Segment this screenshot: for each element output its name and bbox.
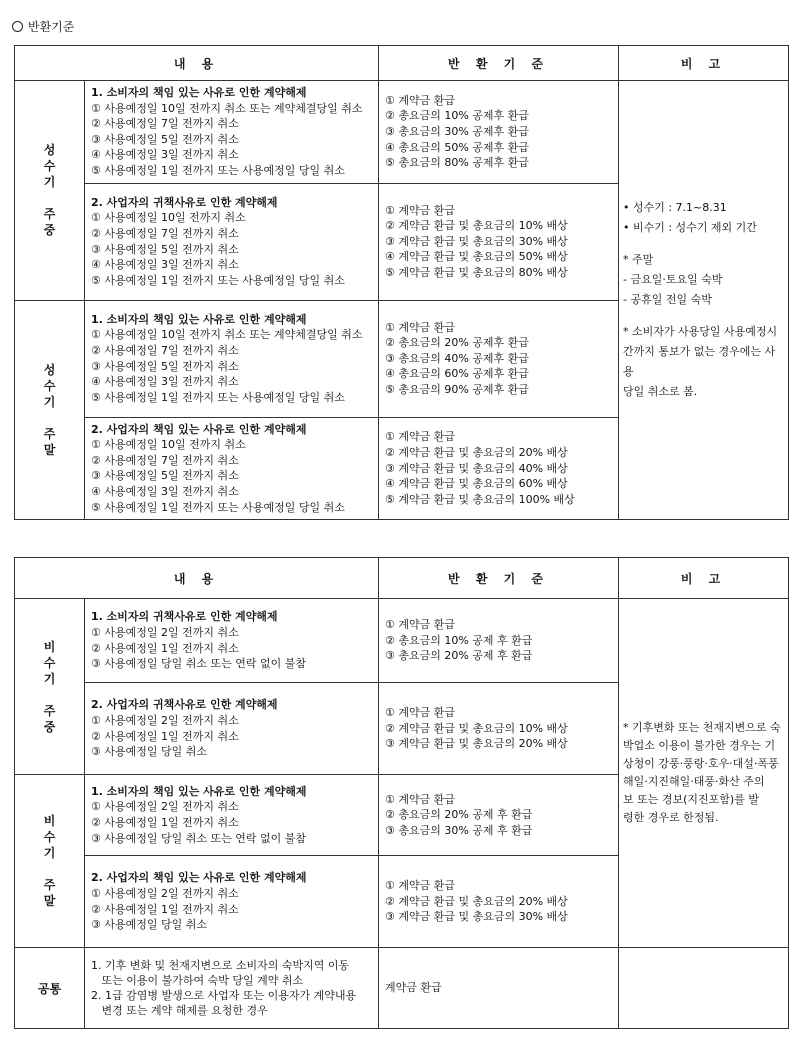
clause-item: ⑤ 사용예정일 1일 전까지 또는 사용예정일 당일 취소 bbox=[91, 390, 345, 404]
common-item: 또는 이용이 불가하여 숙박 당일 계약 취소 bbox=[91, 974, 304, 987]
standard-item: ② 총요금의 20% 공제후 환급 bbox=[385, 336, 529, 350]
group-label-char: 주 bbox=[43, 703, 56, 718]
group-label-char: 주 bbox=[43, 426, 56, 441]
group-label bbox=[15, 300, 85, 520]
remark-line: 당일 취소로 봄. bbox=[623, 385, 698, 399]
group-label-char: 성 bbox=[43, 143, 56, 158]
clause-item: ③ 사용예정일 5일 전까지 취소 bbox=[91, 242, 239, 256]
standard-cell bbox=[379, 183, 619, 300]
standard-item: ① 계약금 환급 bbox=[385, 93, 455, 107]
clause-item: ② 사용예정일 1일 전까지 취소 bbox=[91, 729, 239, 743]
clause-item: ① 사용예정일 10일 전까지 취소 또는 계약체결당일 취소 bbox=[91, 101, 363, 115]
group-label-char: 수 bbox=[43, 159, 56, 174]
off-season-table bbox=[14, 557, 789, 1029]
common-item: 1. 기후 변화 및 천재지변으로 소비자의 숙박지역 이동 bbox=[91, 959, 350, 972]
content-cell bbox=[85, 81, 379, 184]
clause-item: ③ 사용예정일 당일 취소 또는 연락 없이 불참 bbox=[91, 831, 306, 845]
group-label-char bbox=[15, 687, 84, 703]
remark-cell-2 bbox=[619, 599, 789, 948]
standard-item: ② 계약금 환급 및 총요금의 20% 배상 bbox=[385, 894, 568, 908]
clause-item: ② 사용예정일 7일 전까지 취소 bbox=[91, 453, 239, 467]
standard-item: ② 계약금 환급 및 총요금의 10% 배상 bbox=[385, 721, 568, 735]
group-label-char: 기 bbox=[43, 175, 56, 190]
clause-title: 2. 사업자의 책임 있는 사유로 인한 계약해제 bbox=[91, 422, 307, 436]
header-remark: 비 고 bbox=[619, 46, 789, 81]
standard-item: ③ 총요금의 30% 공제후 환급 bbox=[385, 124, 529, 138]
common-standard-cell: 계약금 환급 bbox=[379, 948, 619, 1029]
header-standard: 반 환 기 준 bbox=[379, 558, 619, 599]
group-label-char: 주 bbox=[43, 878, 56, 892]
clause-item: ④ 사용예정일 3일 전까지 취소 bbox=[91, 258, 239, 272]
remark-line: * 소비자가 사용당일 사용예정시 bbox=[623, 325, 778, 339]
clause-item: ① 사용예정일 2일 전까지 취소 bbox=[91, 625, 239, 639]
group-label-char: 수 bbox=[43, 378, 56, 393]
standard-item: ③ 계약금 환급 및 총요금의 30% 배상 bbox=[385, 910, 568, 924]
clause-item: ⑤ 사용예정일 1일 전까지 또는 사용예정일 당일 취소 bbox=[91, 163, 345, 177]
standard-item: ① 계약금 환급 bbox=[385, 792, 455, 806]
clause-item: ⑤ 사용예정일 1일 전까지 또는 사용예정일 당일 취소 bbox=[91, 500, 345, 514]
group-label-char: 말 bbox=[43, 894, 56, 908]
clause-title: 1. 소비자의 책임 있는 사유로 인한 계약해제 bbox=[91, 312, 307, 326]
standard-item: ⑤ 계약금 환급 및 총요금의 100% 배상 bbox=[385, 492, 575, 506]
group-label-char bbox=[15, 410, 84, 426]
standard-item: ④ 계약금 환급 및 총요금의 50% 배상 bbox=[385, 250, 568, 264]
standard-item: ③ 계약금 환급 및 총요금의 40% 배상 bbox=[385, 461, 568, 475]
remark-cell-1 bbox=[619, 81, 789, 520]
common-label: 공통 bbox=[15, 948, 85, 1029]
remark-line: 박업소 이용이 불가한 경우는 기 bbox=[623, 739, 776, 752]
heading-text: 반환기준 bbox=[28, 20, 75, 34]
content-cell bbox=[85, 183, 379, 300]
standard-item: ① 계약금 환급 bbox=[385, 879, 455, 893]
standard-item: ② 총요금의 10% 공제 후 환급 bbox=[385, 633, 533, 647]
content-cell bbox=[85, 683, 379, 775]
remark-line: 령한 경우로 한정됨. bbox=[623, 811, 719, 824]
standard-cell bbox=[379, 856, 619, 948]
clause-item: ② 사용예정일 7일 전까지 취소 bbox=[91, 117, 239, 131]
clause-item: ② 사용예정일 1일 전까지 취소 bbox=[91, 816, 239, 829]
clause-title: 1. 소비자의 책임 있는 사유로 인한 계약해제 bbox=[91, 784, 307, 798]
remark-line: 상청이 강풍·풍랑·호우·대설·폭풍 bbox=[623, 757, 779, 770]
group-label-char: 주 bbox=[43, 207, 56, 222]
clause-item: ④ 사용예정일 3일 전까지 취소 bbox=[91, 375, 239, 389]
standard-item: ① 계약금 환급 bbox=[385, 618, 455, 632]
common-content-cell bbox=[85, 948, 379, 1029]
standard-item: ③ 계약금 환급 및 총요금의 30% 배상 bbox=[385, 234, 568, 248]
group-label-char: 비 bbox=[43, 814, 56, 828]
remark-line: • 비수기 : 성수기 제외 기간 bbox=[623, 221, 757, 235]
circle-bullet-icon bbox=[12, 21, 23, 32]
clause-item: ③ 사용예정일 5일 전까지 취소 bbox=[91, 359, 239, 373]
group-label bbox=[15, 599, 85, 775]
clause-item: ① 사용예정일 2일 전까지 취소 bbox=[91, 713, 239, 727]
clause-item: ① 사용예정일 2일 전까지 취소 bbox=[91, 800, 239, 814]
remark-line: - 금요일·토요일 숙박 bbox=[623, 273, 723, 287]
header-content: 내 용 bbox=[15, 558, 379, 599]
group-label-char: 말 bbox=[43, 442, 56, 457]
peak-season-table bbox=[14, 45, 789, 520]
standard-item: ② 계약금 환급 및 총요금의 10% 배상 bbox=[385, 219, 568, 233]
clause-item: ① 사용예정일 10일 전까지 취소 bbox=[91, 211, 246, 225]
group-label-char: 기 bbox=[43, 671, 56, 686]
clause-title: 1. 소비자의 책임 있는 사유로 인한 계약해제 bbox=[91, 86, 307, 99]
standard-item: ② 총요금의 10% 공제후 환급 bbox=[385, 109, 529, 123]
section-heading bbox=[12, 20, 74, 34]
clause-item: ③ 사용예정일 당일 취소 bbox=[91, 745, 207, 759]
standard-item: ② 총요금의 20% 공제 후 환급 bbox=[385, 808, 533, 822]
content-cell bbox=[85, 775, 379, 856]
standard-item: ① 계약금 환급 bbox=[385, 706, 455, 720]
standard-item: ③ 총요금의 40% 공제후 환급 bbox=[385, 351, 529, 365]
remark-line: 보 또는 경보(지진포함)를 발 bbox=[623, 793, 759, 806]
standard-item: ⑤ 총요금의 90% 공제후 환급 bbox=[385, 382, 529, 396]
standard-item: ⑤ 총요금의 80% 공제후 환급 bbox=[385, 156, 529, 170]
standard-item: ④ 총요금의 50% 공제후 환급 bbox=[385, 140, 529, 154]
standard-item: ① 계약금 환급 bbox=[385, 430, 455, 444]
remark-line: - 공휴일 전일 숙박 bbox=[623, 293, 712, 307]
clause-item: ① 사용예정일 10일 전까지 취소 또는 계약체결당일 취소 bbox=[91, 328, 363, 342]
group-label-char: 수 bbox=[43, 830, 56, 844]
group-label-char: 중 bbox=[43, 223, 56, 238]
clause-item: ② 사용예정일 1일 전까지 취소 bbox=[91, 902, 239, 916]
group-label-char: 비 bbox=[43, 639, 56, 654]
remark-line: • 성수기 : 7.1~8.31 bbox=[623, 201, 727, 215]
clause-item: ② 사용예정일 7일 전까지 취소 bbox=[91, 343, 239, 357]
common-item: 2. 1급 감염병 발생으로 사업자 또는 이용자가 계약내용 bbox=[91, 989, 357, 1002]
clause-item: ④ 사용예정일 3일 전까지 취소 bbox=[91, 148, 239, 162]
header-standard: 반 환 기 준 bbox=[379, 46, 619, 81]
clause-item: ③ 사용예정일 당일 취소 또는 연락 없이 불참 bbox=[91, 657, 306, 671]
remark-line: 해일·지진해일·태풍·화산 주의 bbox=[623, 775, 765, 788]
group-label-char: 중 bbox=[43, 719, 56, 734]
group-label-char bbox=[15, 190, 84, 206]
group-label-char bbox=[15, 861, 84, 877]
remark-empty-cell bbox=[619, 948, 789, 1029]
clause-item: ③ 사용예정일 당일 취소 bbox=[91, 918, 207, 932]
standard-cell bbox=[379, 683, 619, 775]
content-cell bbox=[85, 300, 379, 417]
clause-title: 2. 사업자의 귀책사유로 인한 계약해제 bbox=[91, 698, 278, 712]
standard-item: ① 계약금 환급 bbox=[385, 203, 455, 217]
clause-title: 1. 소비자의 귀책사유로 인한 계약해제 bbox=[91, 610, 278, 624]
standard-cell bbox=[379, 417, 619, 520]
standard-item: ④ 총요금의 60% 공제후 환급 bbox=[385, 367, 529, 381]
group-label-char: 성 bbox=[43, 362, 56, 377]
standard-item: ③ 총요금의 30% 공제 후 환급 bbox=[385, 823, 533, 837]
remark-line: * 주말 bbox=[623, 253, 654, 267]
group-label bbox=[15, 81, 85, 301]
common-item: 변경 또는 계약 해제를 요청한 경우 bbox=[91, 1004, 268, 1017]
standard-item: ② 계약금 환급 및 총요금의 20% 배상 bbox=[385, 445, 568, 459]
clause-item: ⑤ 사용예정일 1일 전까지 또는 사용예정일 당일 취소 bbox=[91, 273, 345, 287]
clause-item: ④ 사용예정일 3일 전까지 취소 bbox=[91, 484, 239, 498]
standard-cell bbox=[379, 300, 619, 417]
standard-item: ⑤ 계약금 환급 및 총요금의 80% 배상 bbox=[385, 265, 568, 279]
group-label-char: 기 bbox=[43, 394, 56, 409]
content-cell bbox=[85, 417, 379, 520]
clause-item: ① 사용예정일 10일 전까지 취소 bbox=[91, 438, 246, 452]
header-remark: 비 고 bbox=[619, 558, 789, 599]
standard-cell bbox=[379, 775, 619, 856]
standard-cell bbox=[379, 81, 619, 184]
clause-title: 2. 사업자의 귀책사유로 인한 계약해제 bbox=[91, 195, 278, 209]
standard-cell bbox=[379, 599, 619, 683]
group-label bbox=[15, 775, 85, 948]
content-cell bbox=[85, 599, 379, 683]
standard-item: ③ 계약금 환급 및 총요금의 20% 배상 bbox=[385, 737, 568, 751]
group-label-char: 기 bbox=[43, 846, 56, 860]
remark-line: 간까지 통보가 없는 경우에는 사용 bbox=[623, 345, 776, 379]
standard-item: ③ 총요금의 20% 공제 후 환급 bbox=[385, 649, 533, 663]
clause-title: 2. 사업자의 책임 있는 사유로 인한 계약해제 bbox=[91, 871, 307, 885]
group-label-char: 수 bbox=[43, 655, 56, 670]
header-content: 내 용 bbox=[15, 46, 379, 81]
standard-item: ④ 계약금 환급 및 총요금의 60% 배상 bbox=[385, 477, 568, 491]
clause-item: ③ 사용예정일 5일 전까지 취소 bbox=[91, 132, 239, 146]
clause-item: ① 사용예정일 2일 전까지 취소 bbox=[91, 886, 239, 900]
clause-item: ③ 사용예정일 5일 전까지 취소 bbox=[91, 469, 239, 483]
remark-line: * 기후변화 또는 천재지변으로 숙 bbox=[623, 721, 781, 734]
content-cell bbox=[85, 856, 379, 948]
standard-item: ① 계약금 환급 bbox=[385, 320, 455, 334]
clause-item: ② 사용예정일 1일 전까지 취소 bbox=[91, 641, 239, 655]
clause-item: ② 사용예정일 7일 전까지 취소 bbox=[91, 226, 239, 240]
